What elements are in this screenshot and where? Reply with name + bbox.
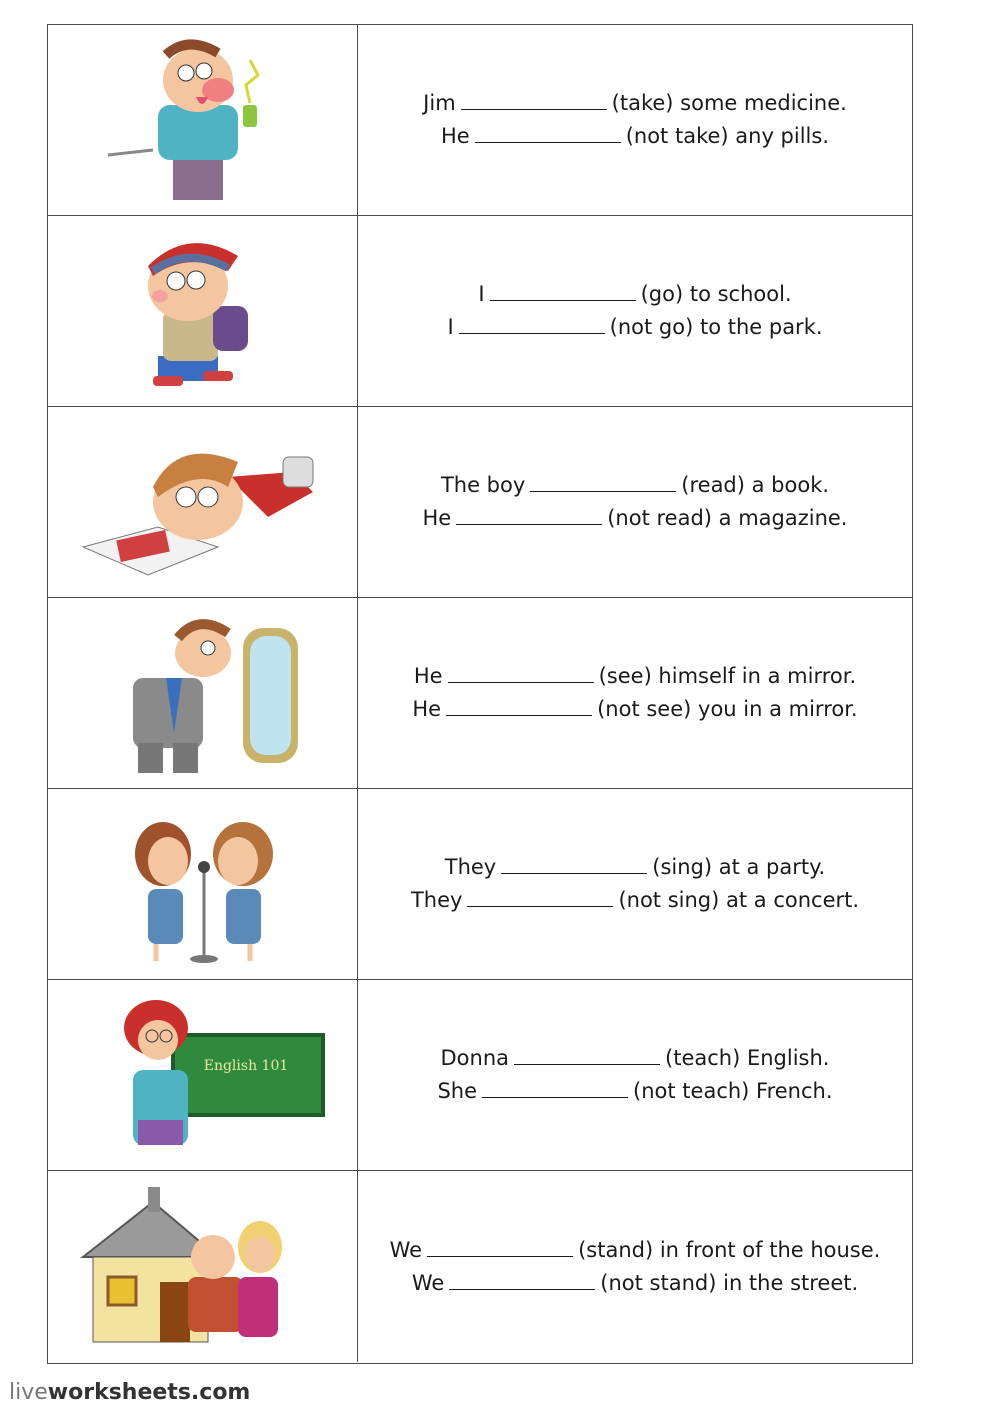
exercise-row-5	[48, 789, 912, 980]
boy-reading-book-illustration	[48, 407, 358, 597]
answer-blank[interactable]	[501, 853, 647, 874]
sentence-affirmative: I (go) to school.	[478, 282, 792, 306]
answer-blank[interactable]	[459, 313, 605, 334]
sentence-negative: He (not see) you in a mirror.	[412, 697, 858, 721]
man-taking-medicine-illustration	[48, 25, 358, 215]
sentence-affirmative: Donna (teach) English.	[440, 1046, 830, 1070]
exercise-row-6	[48, 980, 912, 1171]
sentence-negative: He (not read) a magazine.	[422, 506, 848, 530]
sentence-pair	[358, 598, 912, 788]
exercise-row-3	[48, 407, 912, 598]
people-in-front-of-house-illustration	[48, 1171, 358, 1362]
sentence-pair	[358, 216, 912, 406]
exercise-row-7	[48, 1171, 912, 1362]
sentence-affirmative: They (sing) at a party.	[444, 855, 826, 879]
answer-blank[interactable]	[456, 504, 602, 525]
answer-blank[interactable]	[530, 471, 676, 492]
sentence-pair	[358, 980, 912, 1170]
sentence-affirmative: We (stand) in front of the house.	[389, 1237, 881, 1262]
sentence-pair	[358, 1171, 912, 1362]
sentence-pair	[358, 25, 912, 215]
answer-blank[interactable]	[449, 1269, 595, 1290]
sentence-negative: He (not take) any pills.	[440, 124, 829, 148]
sentence-pair	[358, 407, 912, 597]
women-singing-illustration	[48, 789, 358, 979]
sentence-affirmative: He (see) himself in a mirror.	[413, 664, 857, 688]
answer-blank[interactable]	[475, 122, 621, 143]
sentence-negative: We (not stand) in the street.	[411, 1270, 859, 1295]
man-looking-in-mirror-illustration	[48, 598, 358, 788]
answer-blank[interactable]	[427, 1236, 573, 1257]
sentence-negative: I (not go) to the park.	[447, 315, 823, 339]
answer-blank[interactable]	[490, 280, 636, 301]
teacher-at-blackboard-illustration	[48, 980, 358, 1170]
sentence-pair	[358, 789, 912, 979]
answer-blank[interactable]	[461, 89, 607, 110]
exercise-row-4	[48, 598, 912, 789]
answer-blank[interactable]	[467, 886, 613, 907]
exercise-row-1	[48, 25, 912, 216]
liveworksheets-logo: liveworksheets.com	[9, 1380, 251, 1405]
blackboard-text: English 101	[203, 1058, 288, 1074]
answer-blank[interactable]	[514, 1044, 660, 1065]
answer-blank[interactable]	[446, 695, 592, 716]
sentence-affirmative: Jim (take) some medicine.	[423, 91, 847, 115]
answer-blank[interactable]	[448, 662, 594, 683]
sentence-negative: They (not sing) at a concert.	[410, 888, 860, 912]
worksheet-table	[47, 24, 913, 1364]
sentence-affirmative: The boy (read) a book.	[440, 473, 830, 497]
answer-blank[interactable]	[482, 1077, 628, 1098]
exercise-row-2	[48, 216, 912, 407]
sentence-negative: She (not teach) French.	[437, 1079, 833, 1103]
boy-going-to-school-illustration	[48, 216, 358, 406]
